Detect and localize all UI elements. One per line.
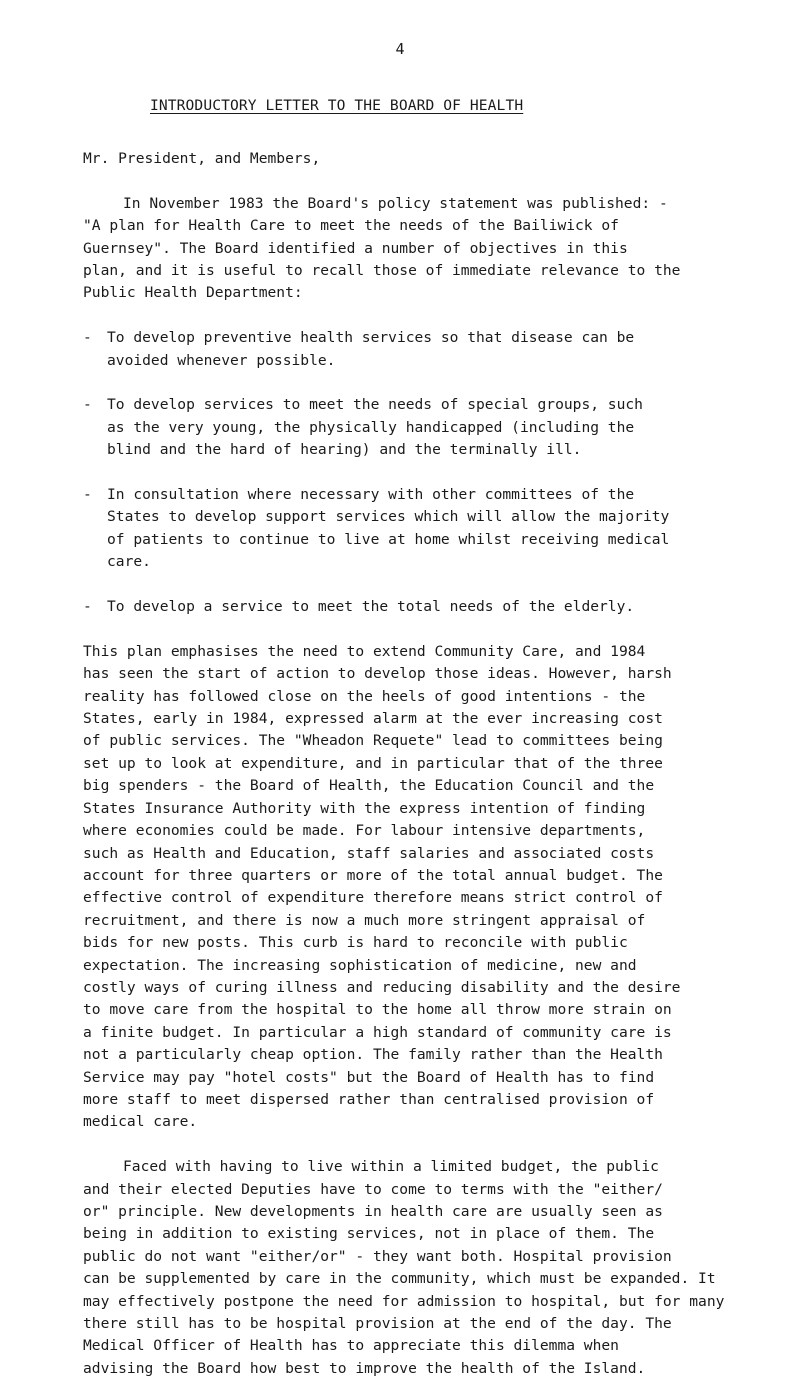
objective-item: - To develop services to meet the needs of special groups, such as the very young, the physically handicapped (including the blind and the hard of hearing) and the terminally ill. (83, 394, 793, 461)
objective-item: - In consultation where necessary with other committees of the States to develop support services which will allow the majority of patients to continue to live at home whilst receiving medical care. (83, 484, 793, 574)
paragraph-budget: This plan emphasises the need to extend Community Care, and 1984 has seen the start of action to develop those ideas. However, harsh reality has followed close on the heels of good intentions - the States, early in 1984, expressed alarm at the ever increasing cost of public services. The "Wheadon Requete" lead to committees being set up to look at expenditure, and in particular that of the three big spenders - the Board of Health, the Education Council and the States Insurance Authority with the express intention of finding where economies could be made. For labour intensive departments, such as Health and Education, staff salaries and associated costs account for three quarters or more of the total annual budget. The effective control of expenditure therefore means strict control of recruitment, and there is now a much more stringent appraisal of bids for new posts. This curb is hard to reconcile with public expectation. The increasing sophistication of medicine, new and costly ways of curing illness and reducing disability and the desire to move care from the hospital to the home all throw more strain on a finite budget. In particular a high standard of community care is not a particularly cheap option. The family rather than the Health Service may pay "hotel costs" but the Board of Health has to find more staff to meet dispersed rather than centralised provision of medical care. (83, 642, 681, 1131)
page-title: INTRODUCTORY LETTER TO THE BOARD OF HEALTH (150, 97, 524, 114)
objective-item: - To develop a service to meet the total needs of the elderly. (83, 596, 793, 618)
page-number: 4 (395, 40, 405, 58)
paragraph-either-or: Faced with having to live within a limited budget, the public and their elected Deputies have to come to terms with the "either/ or" principle. New developments in health care are usually seen as being in addition to existing services, not in place of them. The public do not want "either/or" - they want both. Hospital provision can be supplemented by care in the community, which must be expanded. It may effectively postpone the need for admission to hospital, but for many there still has to be hospital provision at the end of the day. The Medical Officer of Health has to appreciate this dilemma when advising the Board how best to improve the health of the Island. (83, 1158, 725, 1377)
letter-body (83, 148, 793, 1380)
paragraph-intro (83, 193, 793, 305)
salutation: Mr. President, and Members, (83, 150, 321, 167)
objective-item: - To develop preventive health services so that disease can be avoided whenever possible. (83, 327, 793, 372)
objectives-list (83, 327, 793, 618)
paragraph-intro-text: In November 1983 the Board's policy statement was published: - "A plan for Health Care to meet the needs of the Bailiwick of Guernsey". The Board identified a number of objectives in this plan, and it is useful to recall those of immediate relevance to the Public Health Department: (83, 194, 681, 302)
